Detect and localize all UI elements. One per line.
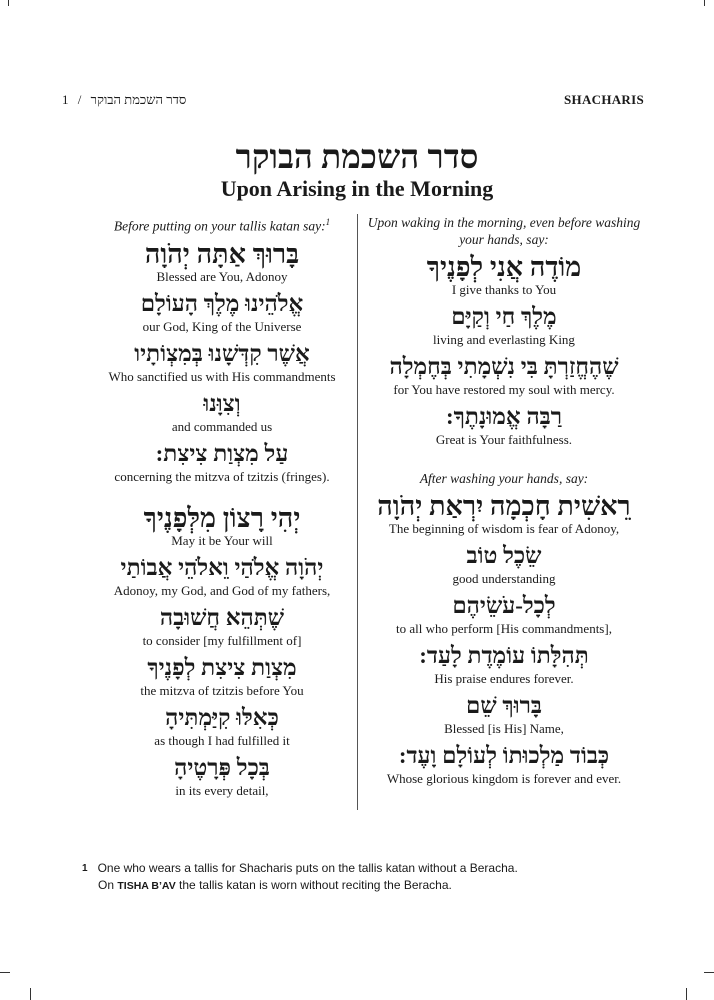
prayer-line-hebrew: מֶלֶךְ חַי וְקַיָּם: [451, 304, 557, 329]
footnote-term: TISHA B’AV: [117, 880, 176, 892]
prayer-line-english: living and everlasting King: [433, 332, 575, 347]
footnote-line-2: On TISHA B’AV the tallis katan is worn without reciting the Beracha.: [98, 878, 452, 892]
prayer-line-english: in its every detail,: [175, 782, 269, 798]
prayer-line-hebrew: רֵאשִׁית חָכְמָה יִרְאַת יְהֹוָה: [377, 491, 631, 521]
footnote: [82, 860, 642, 895]
prayer-line-hebrew: אֲשֶׁר קִדְּשָׁנוּ בְּמִצְוֹתָיו: [134, 340, 310, 366]
crop-mark-bottom-left-h: [0, 972, 10, 973]
prayer-line-hebrew: בְּכָל פְּרָטֶיהָ: [174, 754, 270, 780]
prayer-line-english: the mitzva of tzitzis before You: [140, 682, 304, 698]
page-separator: /: [77, 92, 82, 107]
prayer-line-hebrew: לְכָל-עֹשֵׂיהֶם: [452, 593, 556, 618]
prayer-line-english: I give thanks to You: [451, 282, 557, 297]
prayer-line-hebrew: יְהִי רָצוֹן מִלְּפָנֶיךָ: [143, 502, 301, 533]
left-column: [82, 214, 362, 799]
crop-mark-top-left: [8, 0, 9, 6]
page-title-english: Upon Arising in the Morning: [220, 176, 494, 201]
page-number: 1: [62, 92, 69, 107]
right-column: [364, 214, 644, 787]
page-title-hebrew: סדר השכמת הבוקר: [235, 140, 479, 176]
instruction-tallis-katan: Before putting on your tallis katan say:$^1$: [113, 217, 331, 234]
crop-mark-bottom-left-v: [30, 988, 31, 1000]
instruction-modeh-ani: Upon waking in the morning, even before washing your hands, say:: [367, 215, 641, 247]
prayer-line-hebrew: בָּרוּךְ אַתָּה יְהֹוָה: [144, 238, 300, 269]
crop-mark-bottom-right-v: [686, 988, 687, 1000]
prayer-line-english: Adonoy, my God, and God of my fathers,: [113, 582, 331, 598]
spacer: [364, 448, 644, 470]
prayer-line-english: concerning the mitzva of tzitzis (fringes).: [114, 468, 330, 484]
prayer-line-english: and commanded us: [171, 418, 273, 434]
prayer-line-hebrew: כְּאִלּוּ קִיַּמְתִּיהָ: [165, 704, 279, 730]
footnote-line-1: $^1$ One who wears a tallis for Shacharis puts on the tallis katan without a Beracha.: [82, 861, 518, 875]
prayer-line-english: Who sanctified us with His commandments: [108, 368, 336, 384]
running-head: [62, 92, 644, 112]
prayer-line-hebrew: עַל מִצְוַת צִיצִת:: [155, 440, 289, 466]
prayer-line-english: our God, King of the Universe: [142, 318, 302, 334]
prayer-line-english: as though I had fulfilled it: [154, 732, 290, 748]
prayer-line-hebrew: שֶׁהֶחֱזַרְתָּ בִּי נִשְׁמָתִי בְּחֶמְלָה: [389, 354, 619, 379]
prayer-line-english: Great is Your faithfulness.: [435, 432, 573, 447]
footnote-mark: 1: [82, 863, 88, 874]
prayer-line-hebrew: שֶׁתְּהֵא חֲשׁוּבָה: [159, 604, 285, 630]
prayer-line-english: Blessed are You, Adonoy: [156, 268, 288, 284]
running-head-left: [62, 92, 186, 108]
prayer-line-hebrew: מִצְוַת צִיצִת לְפָנֶיךָ: [147, 654, 297, 680]
prayer-line-hebrew: וְצִוָּנוּ: [203, 390, 241, 416]
crop-mark-bottom-right-h: [704, 972, 714, 973]
prayer-line-hebrew: יְהֹוָה אֱלֹהַי וֵאלֹהֵי אֲבוֹתַי: [120, 554, 324, 580]
prayer-line-hebrew: אֱלֹהֵינוּ מֶלֶךְ הָעוֹלָם: [140, 290, 304, 316]
prayer-line-hebrew: תְּהִלָּתוֹ עוֹמֶדֶת לָעַד:: [419, 643, 589, 668]
footnote-ref: 1: [325, 217, 331, 227]
prayer-line-hebrew: שֵׂכֶל טוֹב: [466, 543, 542, 568]
prayer-line-english: for You have restored my soul with mercy.: [393, 382, 615, 397]
prayer-line-hebrew: רַבָּה אֱמוּנָתֶךָ:: [445, 404, 563, 429]
book-title: SHACHARIS: [564, 92, 644, 107]
prayer-line-english: Whose glorious kingdom is forever and ever.: [386, 771, 622, 786]
prayer-line-english: Blessed [is His] Name,: [444, 721, 564, 736]
prayer-line-english: His praise endures forever.: [434, 671, 574, 686]
prayer-line-english: The beginning of wisdom is fear of Adonoy,: [388, 521, 620, 536]
crop-mark-top-right: [704, 0, 705, 6]
prayer-line-english: to consider [my fulfillment of]: [142, 632, 302, 648]
prayer-line-english: May it be Your will: [171, 532, 273, 548]
spacer: [82, 485, 362, 499]
section-title-hebrew: סדר השכמת הבוקר: [90, 92, 187, 107]
prayer-line-hebrew: כְּבוֹד מַלְכוּתוֹ לְעוֹלָם וָעֶד:: [398, 743, 610, 768]
prayer-line-hebrew: בָּרוּךְ שֵׁם: [466, 693, 542, 718]
prayer-line-english: to all who perform [His commandments],: [396, 621, 612, 636]
instruction-after-washing: After washing your hands, say:: [419, 471, 589, 486]
prayer-line-hebrew: מוֹדֶה אֲנִי לְפָנֶיךָ: [426, 252, 582, 282]
prayer-line-english: good understanding: [452, 571, 556, 586]
